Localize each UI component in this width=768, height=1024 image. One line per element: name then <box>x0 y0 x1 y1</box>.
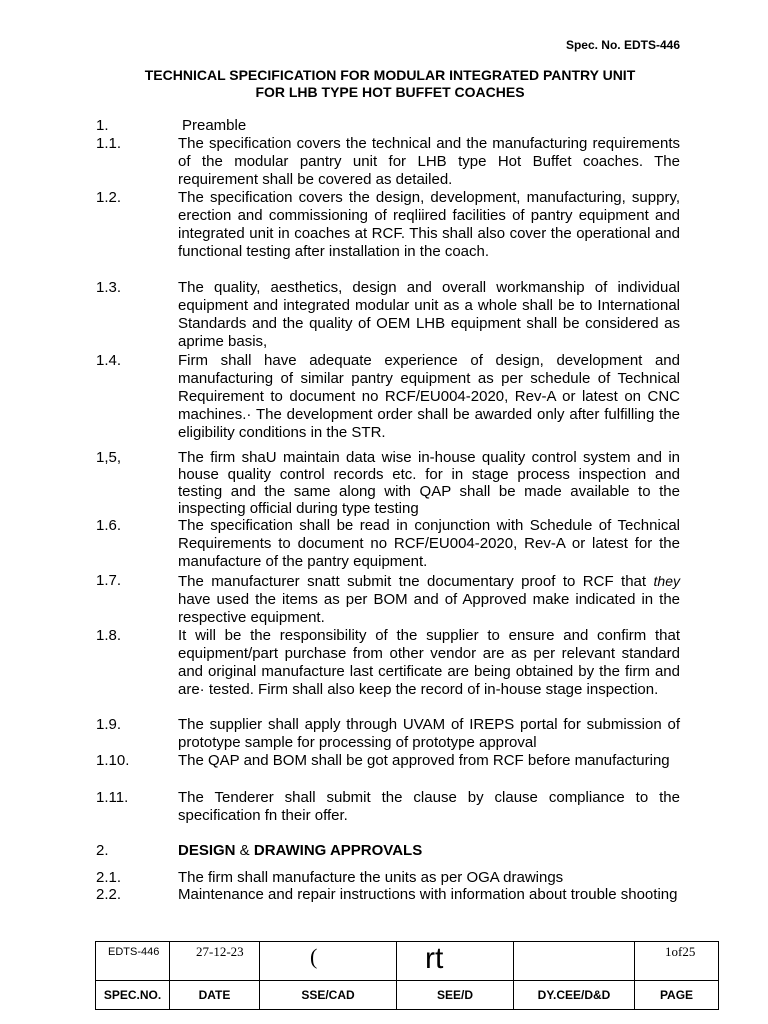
clause <box>96 449 680 517</box>
clause-text: The specification covers the design, development, manufacturing, suppry, erection and commissioning of reqliired facilities of pantry equipment and integrated unit in coaches at RCF. This shall also cover the operational and functional testing after installation in the coach. <box>178 189 680 260</box>
clause <box>96 352 680 442</box>
sse-cad-signature: ( <box>260 942 397 981</box>
clause <box>96 752 680 770</box>
heading-part: DESIGN <box>178 842 236 859</box>
page-label: PAGE <box>635 981 719 1010</box>
signature-table <box>95 941 719 1010</box>
see-d-signature: rt <box>397 942 514 981</box>
section-number: 2. <box>96 842 109 859</box>
clause <box>96 627 680 699</box>
clause-number: 1.6. <box>96 517 122 534</box>
page-value: 1of25 <box>635 942 719 981</box>
clause-text: The QAP and BOM shall be got approved from RCF before manufacturing <box>178 752 670 769</box>
clause-number: 1.9. <box>96 716 122 733</box>
clause <box>96 517 680 571</box>
clause-number: 1.7. <box>96 572 122 589</box>
see-d-label: SEE/D <box>397 981 514 1010</box>
clause-number: 1.11. <box>96 789 129 806</box>
clause-text-italic: they <box>653 573 680 589</box>
clause-text: Maintenance and repair instructions with information about trouble shooting <box>178 886 678 903</box>
clause <box>96 279 680 351</box>
clause-number: 1.8. <box>96 627 122 644</box>
sse-cad-label: SSE/CAD <box>260 981 397 1010</box>
clause-text-part: have used the items as per BOM and of Approved make indicated in the respective equipment. <box>178 591 680 626</box>
clause-text: The specification shall be read in conjunction with Schedule of Technical Requirements to document no RCF/EU004-2020, Rev-A or latest for the manufacture of the pantry equipment. <box>178 517 680 570</box>
clause <box>96 789 680 825</box>
heading-ampersand: & <box>235 842 254 859</box>
clause <box>96 716 680 752</box>
dy-cee-label: DY.CEE/D&D <box>514 981 635 1010</box>
clause-text: The firm shall manufacture the units as per OGA drawings <box>178 869 564 886</box>
clause <box>96 135 680 189</box>
clause-number: 2.1. <box>96 869 122 886</box>
clause-number: 2.2. <box>96 886 122 903</box>
clause-number: 1,5, <box>96 449 122 466</box>
clause <box>96 886 680 903</box>
clause-number: 1.10. <box>96 752 130 769</box>
date-value: 27-12-23 <box>170 942 260 981</box>
clause-text <box>178 572 680 627</box>
section-2-heading <box>96 842 680 860</box>
section-number: 1. <box>96 117 109 134</box>
spec-no-label: SPEC.NO. <box>96 981 170 1010</box>
clause-text-part: The manufacturer snatt submit tne documentary proof to RCF that <box>178 573 654 590</box>
title-line-2: FOR LHB TYPE HOT BUFFET COACHES <box>255 84 525 100</box>
clause-text: The supplier shall apply through UVAM of IREPS portal for submission of prototype sample for processing of prototype approval <box>178 716 680 751</box>
clause-text: The specification covers the technical and the manufacturing requirements of the modular pantry unit for LHB type Hot Buffet coaches. The requirement shall be covered as detailed. <box>178 135 680 188</box>
clause <box>96 869 680 887</box>
clause-text: The quality, aesthetics, design and overall workmanship of individual equipment and integrated modular unit as a whole shall be to International Standards and the quality of OEM LHB equipment shall be considered as aprime basis, <box>178 279 680 350</box>
clause-number: 1.2. <box>96 189 122 206</box>
spec-number: Spec. No. EDTS-446 <box>565 38 680 52</box>
clause <box>96 572 680 627</box>
clause-text: The Tenderer shall submit the clause by clause compliance to the specification fn their offer. <box>178 789 680 824</box>
section-heading <box>178 842 680 860</box>
heading-part: DRAWING APPROVALS <box>253 842 423 859</box>
dy-cee-signature <box>514 942 635 981</box>
document-title <box>60 67 720 101</box>
clause-text: The firm shaU maintain data wise in-house quality control system and in house quality control records etc. for in stage process inspection and testing and the same along with QAP shall be made available to the inspecting official during type testing <box>178 449 680 517</box>
section-heading: Preamble <box>182 117 247 134</box>
title-line-1: TECHNICAL SPECIFICATION FOR MODULAR INTEGRATED PANTRY UNIT <box>144 67 636 83</box>
clause-number: 1.1. <box>96 135 122 152</box>
clause-text: Firm shall have adequate experience of design, development and manufacturing of similar pantry equipment as per schedule of Technical Requirement to document no RCF/EU004-2020, Rev-A or latest on CNC machines.· The development order shall be awarded only after fulfilling the eligibility conditions in the STR. <box>178 352 680 441</box>
section-1-heading <box>96 117 680 135</box>
clause-number: 1.4. <box>96 352 122 369</box>
clause-number: 1.3. <box>96 279 122 296</box>
clause <box>96 189 680 261</box>
clause-text: It will be the responsibility of the supplier to ensure and confirm that equipment/part purchase from other vendor are as per relevant standard and original manufacture last certificate are being obtained by the firm and are· tested. Firm shall also keep the record of in-house stage inspection. <box>178 627 680 698</box>
date-label: DATE <box>170 981 260 1010</box>
spec-no-value: EDTS-446 <box>96 942 170 981</box>
